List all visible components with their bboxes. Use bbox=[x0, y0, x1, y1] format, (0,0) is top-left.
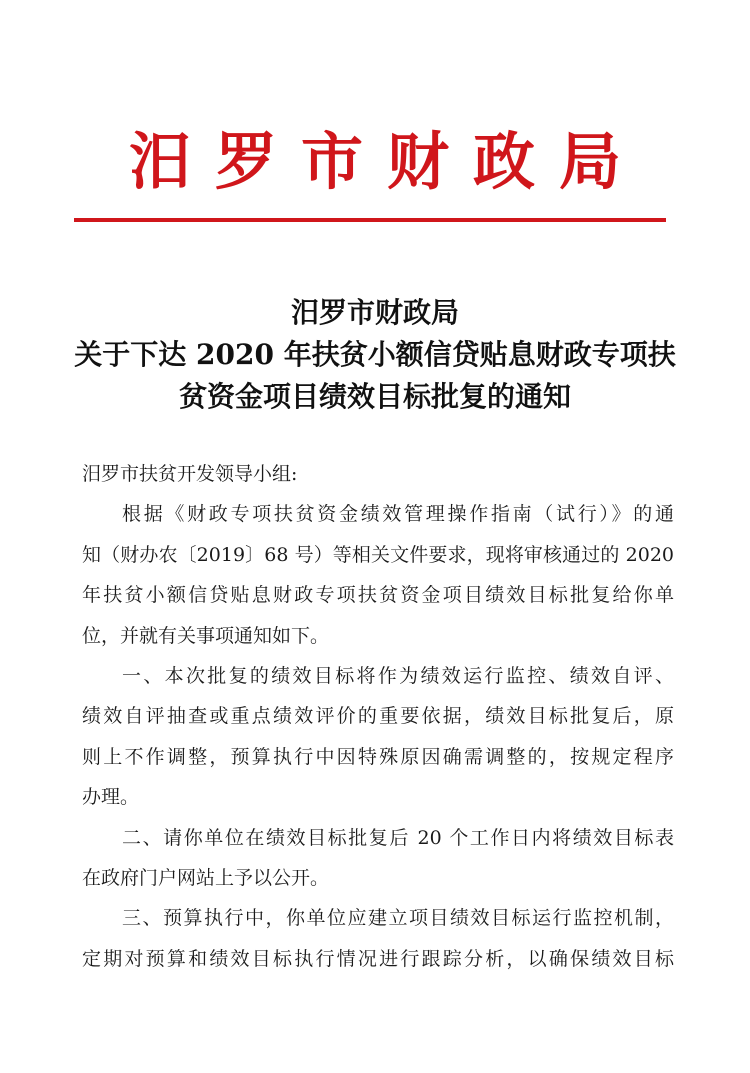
notice-title bbox=[60, 292, 690, 418]
body-line: 位，并就有关事项通知如下。 bbox=[82, 624, 330, 647]
body-line: 根据《财政专项扶贫资金绩效管理操作指南（试行）》的通 bbox=[122, 503, 674, 526]
title-line-3: 贫资金项目绩效目标批复的通知 bbox=[178, 380, 571, 413]
body-line: 三、预算执行中，你单位应建立项目绩效目标运行监控机制， bbox=[122, 907, 674, 930]
notice-body bbox=[82, 454, 674, 979]
body-line: 一、本次批复的绩效目标将作为绩效运行监控、绩效自评、 bbox=[122, 664, 674, 687]
body-line: 年扶贫小额信贷贴息财政专项扶贫资金项目绩效目标批复给你单 bbox=[82, 584, 674, 607]
body-line: 则上不作调整，预算执行中因特殊原因确需调整的，按规定程序 bbox=[82, 745, 674, 768]
title-line-1: 汨罗市财政局 bbox=[290, 296, 459, 329]
title-line-2: 关于下达 2020 年扶贫小额信贷贴息财政专项扶 bbox=[74, 338, 676, 371]
body-line: 二、请你单位在绩效目标批复后 20 个工作日内将绩效目标表 bbox=[122, 826, 674, 849]
addressee-line: 汨罗市扶贫开发领导小组: bbox=[82, 463, 298, 485]
body-line: 定期对预算和绩效目标执行情况进行跟踪分析，以确保绩效目标 bbox=[82, 947, 674, 970]
body-line: 知（财办农〔2019〕68 号）等相关文件要求，现将审核通过的 2020 bbox=[82, 543, 674, 566]
body-line: 在政府门户网站上予以公开。 bbox=[82, 866, 330, 889]
red-divider-rule bbox=[74, 218, 666, 222]
body-line: 办理。 bbox=[82, 786, 140, 809]
body-line: 绩效自评抽查或重点绩效评价的重要依据，绩效目标批复后，原 bbox=[82, 705, 674, 728]
masthead-org-name: 汨罗市财政局 bbox=[128, 125, 645, 198]
